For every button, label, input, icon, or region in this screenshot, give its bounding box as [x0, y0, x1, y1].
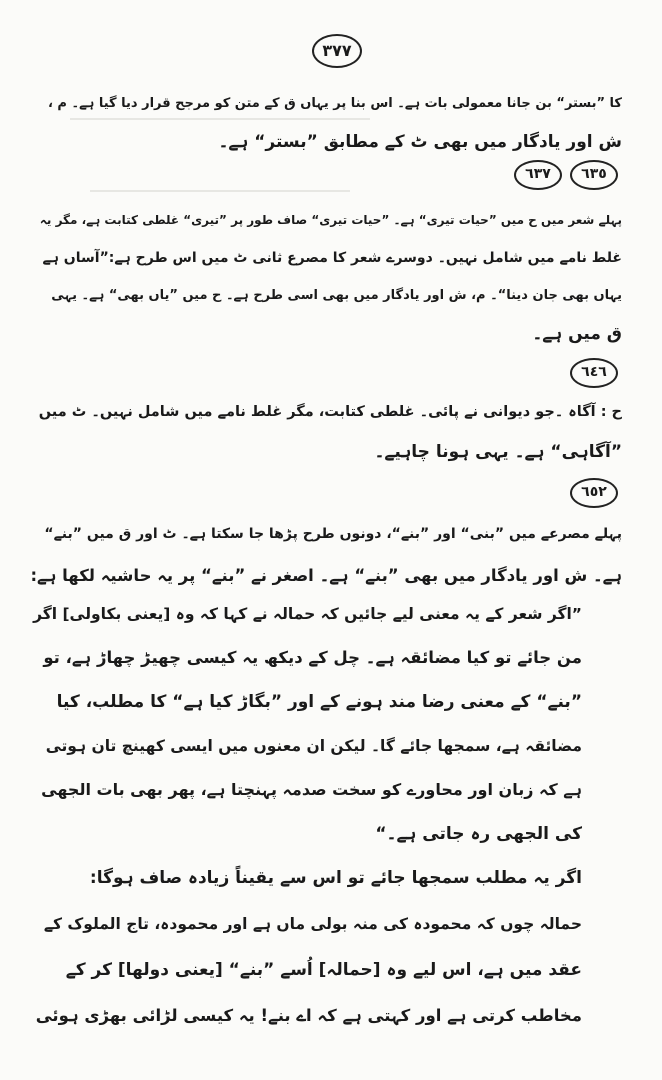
quote-line: ”اگر شعر کے یہ معنی لیے جائیں کہ حمالہ نے کہا کہ وہ [یعنی بکاولی] اگر [33, 605, 582, 623]
quote-line: من جائے تو کیا مضائقہ ہے۔ چل کے دیکھ یہ کیسی چھیڑ چھاڑ ہے، تو [43, 648, 582, 667]
text-line: ”آگاہی“ ہے۔ یہی ہونا چاہیے۔ [374, 442, 622, 462]
text-line: حمالہ چوں کہ محمودہ کی منہ بولی ماں ہے اور محمودہ، تاج الملوک کے [43, 915, 582, 933]
text-line: کا ”بستر“ بن جانا معمولی بات ہے۔ اس بنا پر یہاں ق کے متن کو مرجح قرار دیا گیا ہے۔ م ، [47, 96, 622, 111]
quote-line: مضائقہ ہے، سمجھا جائے گا۔ لیکن ان معنوں میں ایسی کھینچ تان ہوتی [45, 737, 582, 755]
text-line: یہاں بھی جان دینا“۔ م، ش اور یادگار میں بھی اسی طرح ہے۔ ح میں ”یاں بھی“ ہے۔ یہی [51, 288, 622, 303]
verse-number-marker: ٦٣٧ [514, 160, 562, 190]
text-line: مخاطب کرتی ہے اور کہتی ہے کہ اے بنے! یہ کیسی لڑائی بھڑی ہوئی [35, 1006, 582, 1025]
text-line: پہلے شعر میں ح میں ”حیات تیری“ ہے۔ ”حیات تیری“ صاف طور پر ”تیری“ غلطی کتابت ہے، مگر یہ [39, 213, 622, 227]
show-through-mark [90, 190, 350, 192]
text-line: ہے۔ ش اور یادگار میں بھی ”بنے“ ہے۔ اصغر نے ”بنے“ پر یہ حاشیہ لکھا ہے: [30, 566, 622, 585]
show-through-mark [70, 118, 370, 120]
text-line: ح : آگاہ ۔جو دیوانی نے پائی۔ غلطی کتابت، مگر غلط نامے میں شامل نہیں۔ ٹ میں [38, 404, 622, 420]
verse-number-marker: ٦٥٢ [570, 478, 618, 508]
quote-line: ہے کہ زبان اور محاورے کو سخت صدمہ پہنچتا ہے، پھر بھی بات الجھی [41, 780, 582, 799]
verse-number-marker: ٦٣٥ [570, 160, 618, 190]
verse-number-marker: ٦٤٦ [570, 358, 618, 388]
quote-line: کی الجھی رہ جاتی ہے۔“ [375, 824, 582, 844]
quote-line: ”بنے“ کے معنی رضا مند ہونے کے اور ”بگاڑ کیا ہے“ کا مطلب، کیا [56, 692, 582, 712]
page-number: ٣٧٧ [312, 34, 362, 68]
text-line: اگر یہ مطلب سمجھا جائے تو اس سے یقیناً زیادہ صاف ہوگا: [89, 868, 582, 888]
text-line: غلط نامے میں شامل نہیں۔ دوسرے شعر کا مصرع ثانی ٹ میں اس طرح ہے:”آساں ہے [42, 250, 622, 266]
text-line: عقد میں ہے، اس لیے وہ [حمالہ] اُسے ”بنے“ [یعنی دولھا] کر کے [65, 960, 582, 980]
text-line: پہلے مصرعے میں ”بنی“ اور ”بنے“، دونوں طرح پڑھا جا سکتا ہے۔ ٹ اور ق میں ”بنے“ [44, 526, 622, 542]
text-line: ش اور یادگار میں بھی ٹ کے مطابق ”بستر“ ہے۔ [218, 132, 622, 152]
text-line: ق میں ہے۔ [532, 324, 622, 344]
